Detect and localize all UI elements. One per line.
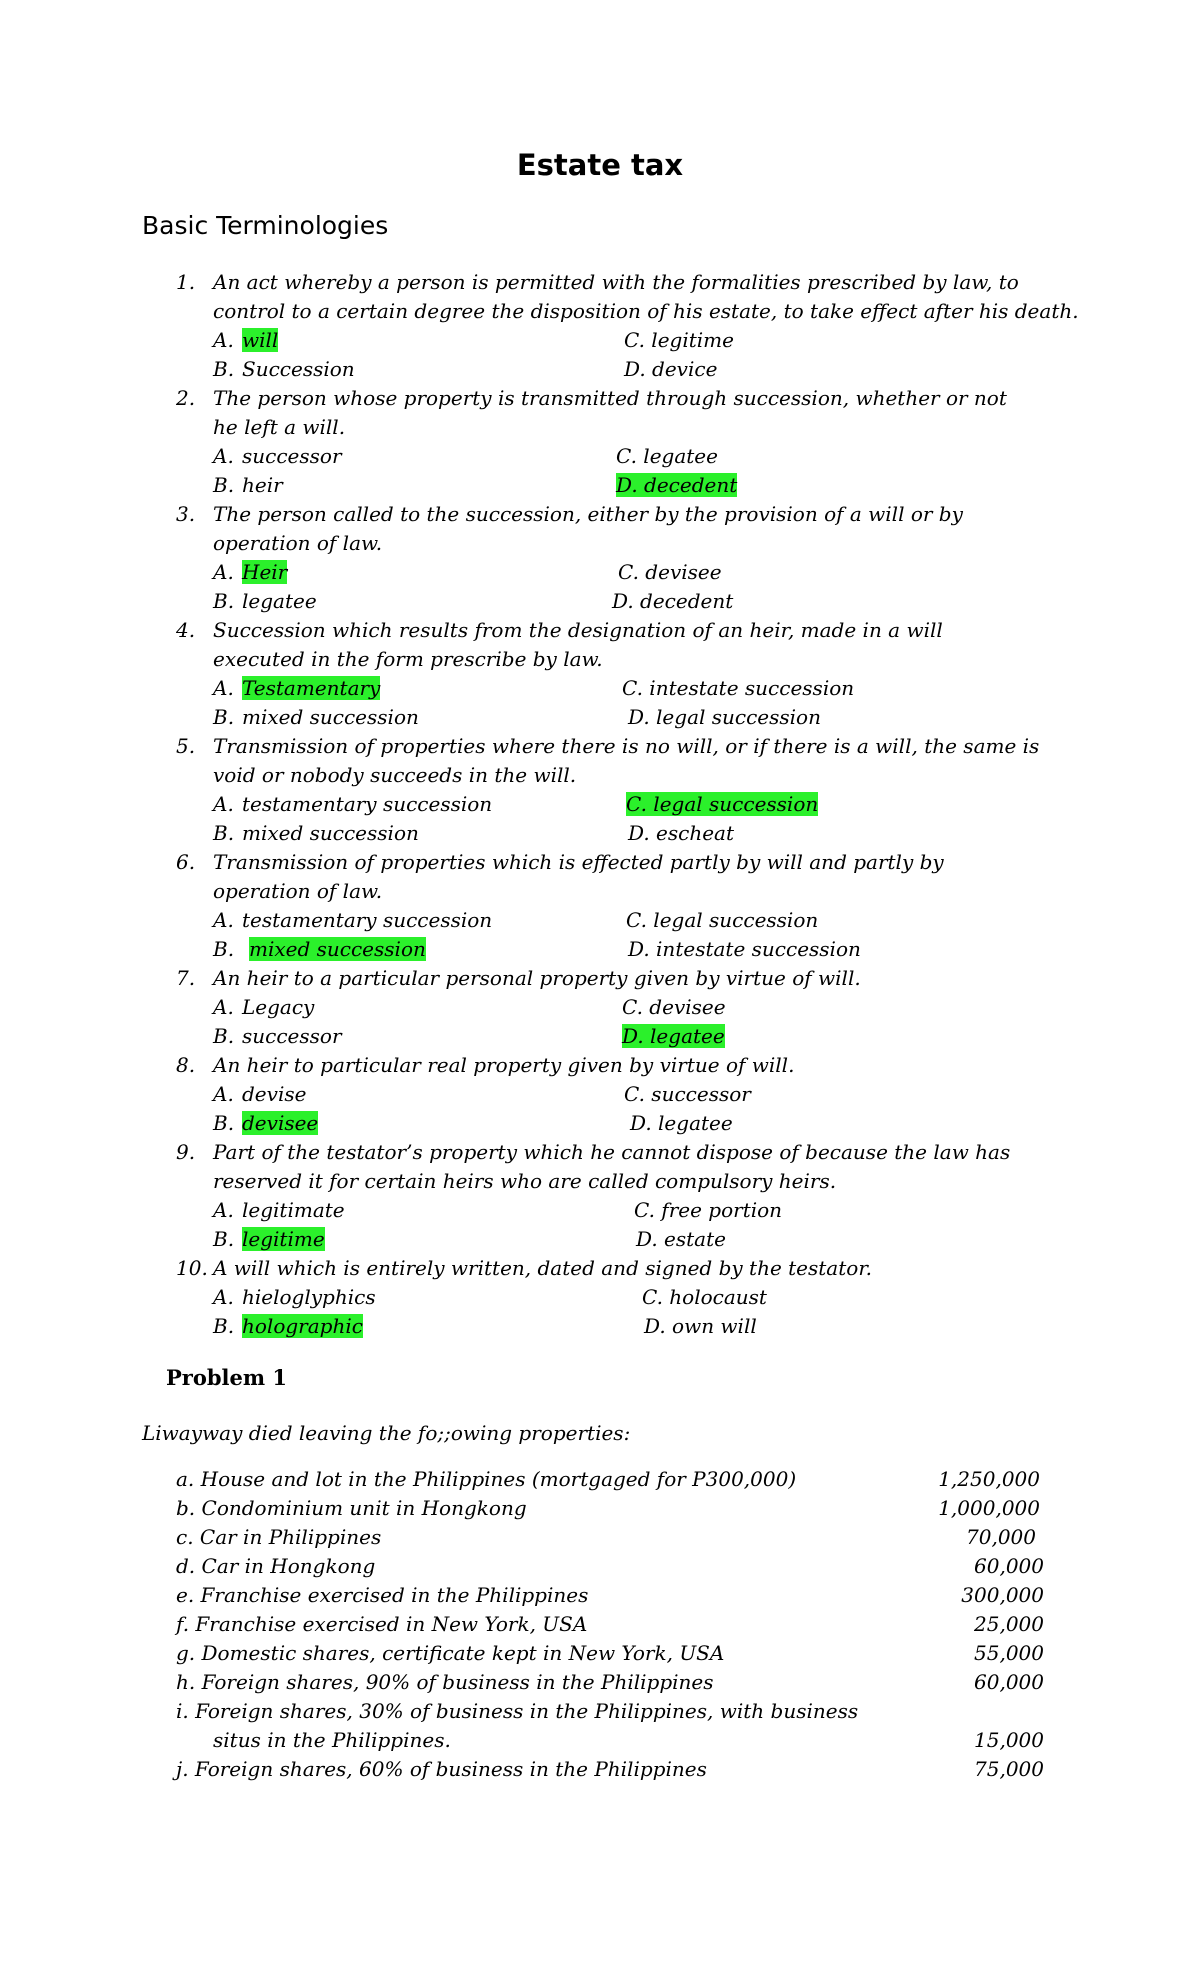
option-a: hieloglyphics (242, 1285, 376, 1309)
question-text-line: reserved it for certain heirs who are called compulsory heirs. (213, 1169, 837, 1193)
question-text-line: Transmission of properties where there is no will, or if there is a will, the same is (213, 734, 1040, 758)
property-label: g. Domestic shares, certificate kept in New York, USA (176, 1641, 725, 1665)
property-amount: 55,000 (974, 1641, 1044, 1665)
question-text-line: void or nobody succeeds in the will. (213, 763, 577, 787)
question-number: 2. (176, 386, 196, 410)
property-amount: 1,250,000 (938, 1467, 1040, 1491)
question-number: 7. (176, 966, 196, 990)
question-text-line: operation of law. (213, 879, 383, 903)
option-c: C. legatee (616, 444, 718, 468)
option-a-prefix: A. (213, 1285, 234, 1309)
option-b: legatee (242, 589, 317, 613)
property-amount: 25,000 (974, 1612, 1044, 1636)
option-a-prefix: A. (213, 792, 234, 816)
option-d-answer: D. legatee (622, 1024, 725, 1048)
option-a: successor (242, 444, 342, 468)
option-b: heir (242, 473, 283, 497)
question-text-line: he left a will. (213, 415, 346, 439)
option-a-prefix: A. (213, 1082, 234, 1106)
option-c: C. successor (624, 1082, 751, 1106)
question-text-line: The person called to the succession, either by the provision of a will or by (213, 502, 963, 526)
question-number: 9. (176, 1140, 196, 1164)
option-a-answer: Heir (242, 560, 288, 584)
property-label: f. Franchise exercised in New York, USA (176, 1612, 588, 1636)
property-label: h. Foreign shares, 90% of business in the Philippines (176, 1670, 714, 1694)
question-text-line: operation of law. (213, 531, 383, 555)
option-a-prefix: A. (213, 995, 234, 1019)
option-d: D. escheat (628, 821, 735, 845)
option-b-answer: holographic (242, 1314, 363, 1338)
option-a: Legacy (242, 995, 315, 1019)
question-text-line: Succession which results from the designation of an heir, made in a will (213, 618, 943, 642)
property-amount: 1,000,000 (938, 1496, 1040, 1520)
option-a-prefix: A. (213, 444, 234, 468)
option-a-prefix: A. (213, 676, 234, 700)
option-a-prefix: A. (213, 560, 234, 584)
question-text-line: An heir to particular real property given by virtue of will. (213, 1053, 795, 1077)
option-a-prefix: A. (213, 328, 234, 352)
question-text-line: Transmission of properties which is effected partly by will and partly by (213, 850, 944, 874)
option-b-prefix: B. (213, 1227, 235, 1251)
option-c: C. devisee (618, 560, 722, 584)
property-label: e. Franchise exercised in the Philippines (176, 1583, 589, 1607)
property-amount: 300,000 (961, 1583, 1044, 1607)
option-b: mixed succession (242, 705, 419, 729)
option-c: C. free portion (634, 1198, 783, 1222)
option-b-prefix: B. (213, 1111, 235, 1135)
question-number: 10. (176, 1256, 208, 1280)
property-amount: 75,000 (974, 1757, 1044, 1781)
option-a-answer: will (242, 328, 279, 352)
question-text-line: A will which is entirely written, dated and signed by the testator. (213, 1256, 873, 1280)
option-a: devise (242, 1082, 307, 1106)
option-b-prefix: B. (213, 473, 235, 497)
option-a: testamentary succession (242, 908, 493, 932)
option-c: C. intestate succession (622, 676, 855, 700)
option-a-prefix: A. (213, 908, 234, 932)
option-b: mixed succession (242, 821, 419, 845)
question-text-line: An heir to a particular personal property given by virtue of will. (213, 966, 861, 990)
option-b-prefix: B. (213, 937, 235, 961)
option-c-answer: C. legal succession (626, 792, 819, 816)
option-b-prefix: B. (213, 1314, 235, 1338)
question-number: 3. (176, 502, 196, 526)
question-number: 5. (176, 734, 196, 758)
option-d: D. device (624, 357, 718, 381)
option-a: testamentary succession (242, 792, 493, 816)
option-b-answer: mixed succession (249, 937, 426, 961)
property-label: i. Foreign shares, 30% of business in the Philippines, with business (176, 1699, 859, 1723)
option-b: Succession (242, 357, 355, 381)
question-number: 4. (176, 618, 196, 642)
option-b: successor (242, 1024, 342, 1048)
option-b-prefix: B. (213, 357, 235, 381)
option-b-prefix: B. (213, 705, 235, 729)
option-b-prefix: B. (213, 1024, 235, 1048)
question-text-line: Part of the testator’s property which he cannot dispose of because the law has (213, 1140, 1011, 1164)
option-b-prefix: B. (213, 821, 235, 845)
option-b-answer: devisee (242, 1111, 319, 1135)
question-text-line: control to a certain degree the disposition of his estate, to take effect after his death. (213, 299, 1079, 323)
option-a: legitimate (242, 1198, 345, 1222)
property-amount: 60,000 (974, 1670, 1044, 1694)
option-d: D. legal succession (628, 705, 821, 729)
option-d: D. legatee (630, 1111, 733, 1135)
question-text-line: The person whose property is transmitted through succession, whether or not (213, 386, 1007, 410)
page-title: Estate tax (516, 148, 684, 182)
option-a-prefix: A. (213, 1198, 234, 1222)
option-c: C. holocaust (642, 1285, 767, 1309)
problem-intro: Liwayway died leaving the fo;;owing properties: (142, 1421, 631, 1445)
property-label: j. Foreign shares, 60% of business in the Philippines (176, 1757, 707, 1781)
problem-title: Problem 1 (166, 1365, 288, 1390)
question-text-line: An act whereby a person is permitted with the formalities prescribed by law, to (213, 270, 1019, 294)
option-b-answer: legitime (242, 1227, 325, 1251)
property-label: d. Car in Hongkong (176, 1554, 376, 1578)
property-label: a. House and lot in the Philippines (mortgaged for P300,000) (176, 1467, 797, 1491)
option-d: D. estate (636, 1227, 726, 1251)
property-amount: 60,000 (974, 1554, 1044, 1578)
property-label: c. Car in Philippines (176, 1525, 382, 1549)
question-number: 8. (176, 1053, 196, 1077)
question-number: 6. (176, 850, 196, 874)
property-label: b. Condominium unit in Hongkong (176, 1496, 527, 1520)
option-a-answer: Testamentary (242, 676, 381, 700)
option-d-answer: D. decedent (616, 473, 738, 497)
option-d: D. decedent (612, 589, 734, 613)
option-c: C. devisee (622, 995, 726, 1019)
question-number: 1. (176, 270, 196, 294)
option-c: C. legal succession (626, 908, 819, 932)
property-amount: 70,000 (966, 1525, 1036, 1549)
option-c: C. legitime (624, 328, 734, 352)
option-d: D. own will (644, 1314, 757, 1338)
property-amount: 15,000 (974, 1728, 1044, 1752)
property-label-continued: situs in the Philippines. (213, 1728, 451, 1752)
option-d: D. intestate succession (628, 937, 861, 961)
question-text-line: executed in the form prescribe by law. (213, 647, 603, 671)
section-heading: Basic Terminologies (142, 211, 389, 240)
option-b-prefix: B. (213, 589, 235, 613)
